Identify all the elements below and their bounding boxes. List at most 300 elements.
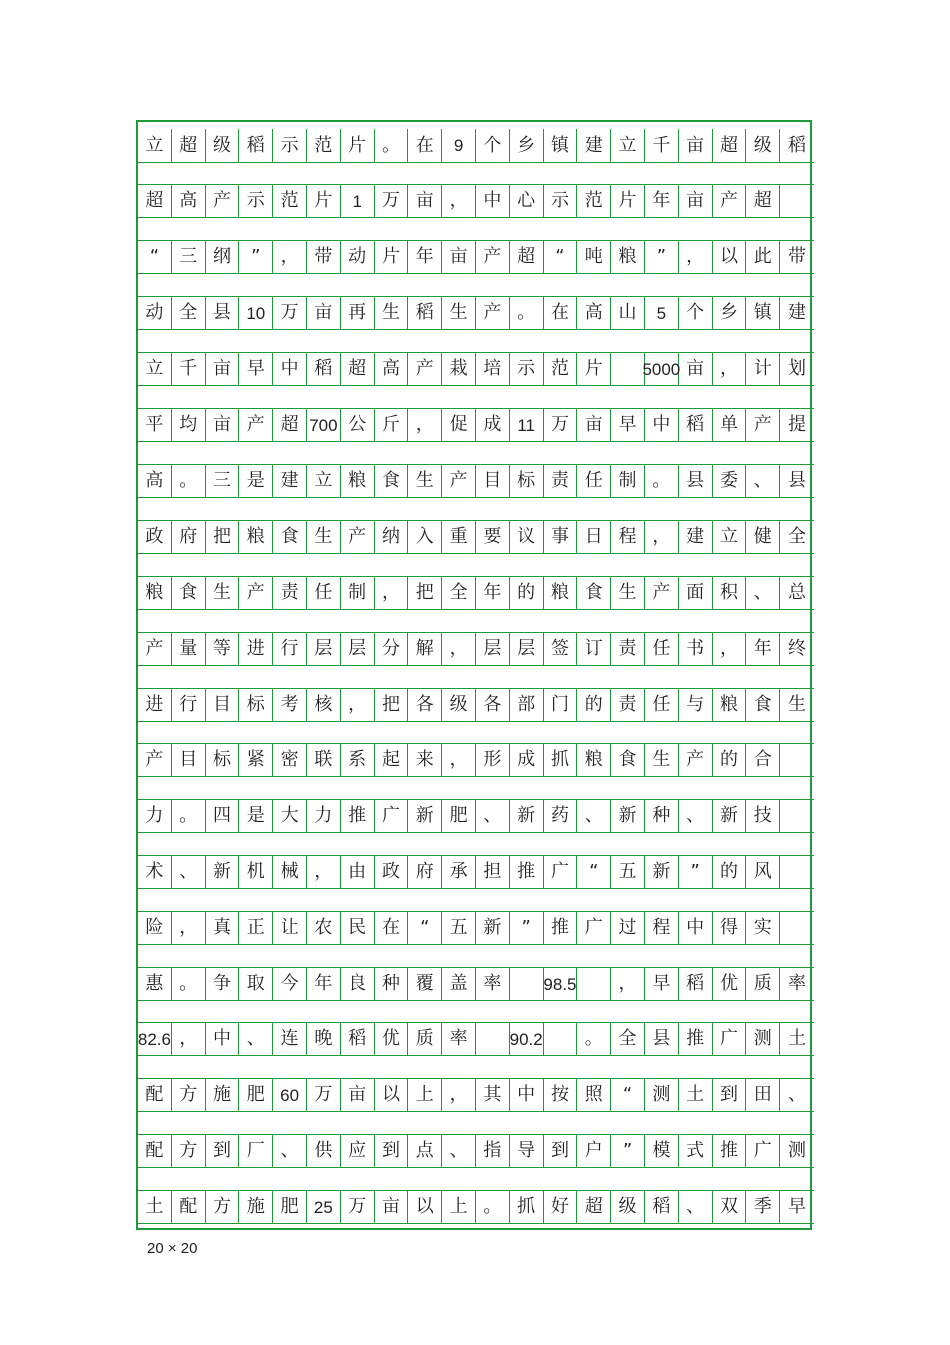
grid-cell: 带 [307, 241, 341, 273]
grid-cell: 土 [138, 1191, 172, 1223]
grid-cell: 生 [611, 577, 645, 609]
grid-cell: 的 [713, 744, 747, 776]
grid-cell: 户 [577, 1135, 611, 1167]
grid-cell: 险 [138, 912, 172, 944]
grid-cell: 责 [273, 577, 307, 609]
grid-cell: ” [611, 1135, 645, 1167]
grid-cell [544, 1023, 578, 1055]
grid-cell: 推 [510, 856, 544, 888]
grid-cell: 推 [341, 800, 375, 832]
grid-cell: 进 [239, 633, 273, 665]
grid-cell [611, 353, 645, 385]
grid-cell: 目 [172, 744, 206, 776]
grid-cell: ， [442, 185, 476, 217]
grid-cell: 争 [206, 968, 240, 1000]
grid-cell: 抓 [510, 1191, 544, 1223]
grid-cell: 、 [273, 1135, 307, 1167]
grid-cell: 优 [375, 1023, 409, 1055]
grid-cell: 程 [611, 521, 645, 553]
grid-cell: 药 [544, 800, 578, 832]
grid-cell: 责 [611, 633, 645, 665]
grid-cell: 合 [746, 744, 780, 776]
grid-cell: 械 [273, 856, 307, 888]
grid-cell: 稻 [679, 968, 713, 1000]
grid-cell: 11 [510, 409, 544, 441]
grid-cell: 计 [746, 353, 780, 385]
grid-cell: 、 [577, 800, 611, 832]
grid-cell: “ [544, 241, 578, 273]
grid-cell: 广 [746, 1135, 780, 1167]
grid-cell: 订 [577, 633, 611, 665]
grid-cell: 早 [611, 409, 645, 441]
grid-cell: 进 [138, 689, 172, 721]
grid-cell: 吨 [577, 241, 611, 273]
grid-cell: 层 [307, 633, 341, 665]
grid-cell: 以 [375, 1079, 409, 1111]
grid-cell: 配 [138, 1135, 172, 1167]
grid-cell: ” [645, 241, 679, 273]
grid-cell: 方 [172, 1135, 206, 1167]
grid-cell: 此 [746, 241, 780, 273]
grid-cell: 终 [788, 638, 807, 659]
grid-cell: 标 [206, 744, 240, 776]
grid-cell: 四 [206, 800, 240, 832]
grid-cell: 产 [746, 409, 780, 441]
grid-cell: 心 [510, 185, 544, 217]
grid-cell: 年 [408, 241, 442, 273]
grid-cell: 土 [788, 1028, 807, 1049]
grid-cell: 斤 [375, 409, 409, 441]
grid-row [138, 520, 814, 554]
grid-cell: ， [713, 353, 747, 385]
grid-cell: 级 [611, 1191, 645, 1223]
grid-cell: 是 [239, 465, 273, 497]
grid-cell: 划 [788, 358, 807, 379]
grid-cell: 片 [611, 185, 645, 217]
grid-cell: 政 [138, 521, 172, 553]
grid-cell: 稻 [341, 1023, 375, 1055]
grid-cell: 新 [206, 856, 240, 888]
grid-cell: 产 [138, 633, 172, 665]
grid-cell: 生 [788, 694, 807, 715]
grid-cell: 粮 [713, 689, 747, 721]
grid-cell [476, 1023, 510, 1055]
grid-cell: 上 [442, 1191, 476, 1223]
grid-cell: 田 [746, 1079, 780, 1111]
grid-cell: 范 [544, 353, 578, 385]
grid-cell: 真 [206, 912, 240, 944]
grid-cell: 委 [713, 465, 747, 497]
grid-cell: 三 [172, 241, 206, 273]
grid-cell: 新 [408, 800, 442, 832]
grid-cell: 栽 [442, 353, 476, 385]
grid-cell: 示 [510, 353, 544, 385]
grid-row [138, 576, 814, 610]
grid-cell: 再 [341, 297, 375, 329]
grid-cell: 新 [645, 856, 679, 888]
grid-cell: ， [408, 409, 442, 441]
grid-row [138, 408, 814, 442]
grid-cell: 力 [307, 800, 341, 832]
grid-cell: 县 [206, 297, 240, 329]
grid-cell: 产 [408, 353, 442, 385]
grid-cell: 目 [476, 465, 510, 497]
grid-cell: 食 [273, 521, 307, 553]
grid-cell: 产 [713, 185, 747, 217]
grid-cell: 种 [645, 800, 679, 832]
grid-cell: 抓 [544, 744, 578, 776]
grid-cell: 紧 [239, 744, 273, 776]
grid-cell: 力 [138, 800, 172, 832]
grid-cell: 粮 [341, 465, 375, 497]
grid-cell: 。 [645, 465, 679, 497]
grid-cell: 广 [713, 1023, 747, 1055]
grid-cell: 取 [239, 968, 273, 1000]
grid-cell: 动 [341, 241, 375, 273]
grid-cell: 稻 [307, 353, 341, 385]
grid-cell: 级 [442, 689, 476, 721]
grid-cell: 食 [746, 689, 780, 721]
manuscript-grid [136, 120, 812, 1230]
grid-cell: 导 [510, 1135, 544, 1167]
grid-cell: 制 [611, 465, 645, 497]
grid-row [138, 184, 814, 218]
grid-cell: 厂 [239, 1135, 273, 1167]
grid-cell: 片 [341, 129, 375, 162]
grid-cell: 高 [138, 465, 172, 497]
grid-cell: 与 [679, 689, 713, 721]
grid-cell: 在 [544, 297, 578, 329]
grid-cell: 万 [273, 297, 307, 329]
grid-cell: 承 [442, 856, 476, 888]
grid-cell: 府 [408, 856, 442, 888]
grid-cell: 全 [172, 297, 206, 329]
grid-cell: 食 [577, 577, 611, 609]
grid-cell: 级 [206, 129, 240, 162]
grid-cell: 。 [172, 465, 206, 497]
grid-cell: 过 [611, 912, 645, 944]
grid-cell: 的 [577, 689, 611, 721]
grid-cell: 个 [679, 297, 713, 329]
grid-cell: 提 [788, 414, 807, 435]
grid-cell: ， [307, 856, 341, 888]
grid-cell: 镇 [746, 297, 780, 329]
grid-cell: 片 [375, 241, 409, 273]
grid-cell: 早 [645, 968, 679, 1000]
grid-cell: 模 [645, 1135, 679, 1167]
grid-cell: 新 [476, 912, 510, 944]
grid-cell: 好 [544, 1191, 578, 1223]
grid-cell: 由 [341, 856, 375, 888]
grid-cell [780, 912, 814, 944]
grid-cell: 优 [713, 968, 747, 1000]
grid-cell: 土 [679, 1079, 713, 1111]
grid-cell: 在 [375, 912, 409, 944]
grid-cell: 山 [611, 297, 645, 329]
grid-cell: ， [172, 912, 206, 944]
grid-cell: 成 [510, 744, 544, 776]
grid-cell: “ [611, 1079, 645, 1111]
grid-cell: 粮 [138, 577, 172, 609]
grid-cell: 中 [206, 1023, 240, 1055]
grid-row [138, 967, 814, 1001]
grid-cell: 以 [408, 1191, 442, 1223]
grid-cell: 担 [476, 856, 510, 888]
grid-cell: 惠 [138, 968, 172, 1000]
grid-cell: 中 [679, 912, 713, 944]
grid-cell: 把 [375, 689, 409, 721]
grid-row [138, 799, 814, 833]
grid-cell: 粮 [544, 577, 578, 609]
grid-cell: ， [442, 633, 476, 665]
grid-cell: 入 [408, 521, 442, 553]
grid-row [138, 688, 814, 722]
grid-row [138, 855, 814, 889]
grid-cell: 建 [577, 129, 611, 162]
grid-cell: 推 [713, 1135, 747, 1167]
grid-cell: 、 [476, 800, 510, 832]
grid-cell: 到 [375, 1135, 409, 1167]
grid-cell: 年 [746, 633, 780, 665]
grid-cell: 新 [611, 800, 645, 832]
grid-cell: 三 [206, 465, 240, 497]
grid-cell: 。 [375, 129, 409, 162]
grid-cell: 中 [273, 353, 307, 385]
grid-cell: 联 [307, 744, 341, 776]
grid-cell: 上 [408, 1079, 442, 1111]
grid-cell: 稻 [408, 297, 442, 329]
grid-cell: 部 [510, 689, 544, 721]
grid-cell: 产 [239, 409, 273, 441]
grid-cell: 的 [713, 856, 747, 888]
grid-cell: 广 [375, 800, 409, 832]
grid-cell: 。 [510, 297, 544, 329]
grid-cell: 亩 [679, 353, 713, 385]
grid-cell: ， [611, 968, 645, 1000]
grid-cell: 、 [679, 1191, 713, 1223]
grid-cell: 粮 [611, 241, 645, 273]
grid-cell: 配 [172, 1191, 206, 1223]
grid-cell: 亩 [375, 1191, 409, 1223]
grid-cell: 连 [273, 1023, 307, 1055]
grid-cell: ， [273, 241, 307, 273]
grid-cell: 今 [273, 968, 307, 1000]
grid-cell: 肥 [442, 800, 476, 832]
grid-cell: 60 [273, 1079, 307, 1111]
grid-cell: 亩 [442, 241, 476, 273]
grid-cell: 乡 [713, 297, 747, 329]
grid-cell: 生 [408, 465, 442, 497]
grid-cell: 推 [544, 912, 578, 944]
grid-cell: 。 [172, 800, 206, 832]
grid-cell: 超 [273, 409, 307, 441]
grid-cell: 县 [679, 465, 713, 497]
grid-cell: 到 [206, 1135, 240, 1167]
grid-row [138, 1022, 814, 1056]
grid-cell: 稻 [788, 134, 807, 156]
grid-cell: 高 [172, 185, 206, 217]
grid-cell: 肥 [273, 1191, 307, 1223]
grid-cell: 25 [307, 1191, 341, 1223]
grid-cell: ， [713, 633, 747, 665]
grid-cell: 1 [341, 185, 375, 217]
grid-cell: 建 [273, 465, 307, 497]
grid-cell [780, 744, 814, 776]
grid-cell: 镇 [544, 129, 578, 162]
grid-cell: 新 [713, 800, 747, 832]
grid-cell: 照 [577, 1079, 611, 1111]
grid-cell: 平 [138, 409, 172, 441]
grid-cell: 是 [239, 800, 273, 832]
grid-cell: 早 [788, 1196, 807, 1217]
grid-cell: 中 [645, 409, 679, 441]
grid-cell: “ [408, 912, 442, 944]
grid-cell: 府 [172, 521, 206, 553]
grid-cell: 产 [476, 297, 510, 329]
grid-cell: 术 [138, 856, 172, 888]
grid-row [138, 911, 814, 945]
grid-row [138, 632, 814, 666]
grid-cell: 把 [206, 521, 240, 553]
grid-cell: 测 [746, 1023, 780, 1055]
grid-cell: 产 [679, 744, 713, 776]
grid-cell: 超 [341, 353, 375, 385]
grid-cell: 千 [645, 129, 679, 162]
grid-cell: 大 [273, 800, 307, 832]
grid-cell: ， [442, 1079, 476, 1111]
grid-cell: 超 [713, 129, 747, 162]
grid-cell: 亩 [577, 409, 611, 441]
grid-cell: 责 [544, 465, 578, 497]
grid-cell: 覆 [408, 968, 442, 1000]
grid-cell: 年 [307, 968, 341, 1000]
grid-cell: 技 [746, 800, 780, 832]
grid-cell: 良 [341, 968, 375, 1000]
grid-cell: 90.2 [510, 1023, 544, 1055]
grid-cell: 万 [544, 409, 578, 441]
grid-cell: 五 [611, 856, 645, 888]
grid-cell: 纳 [375, 521, 409, 553]
grid-cell: 解 [408, 633, 442, 665]
grid-cell: 率 [476, 968, 510, 1000]
grid-cell: 应 [341, 1135, 375, 1167]
grid-cell: 全 [442, 577, 476, 609]
grid-cell: 农 [307, 912, 341, 944]
grid-cell: 万 [307, 1079, 341, 1111]
grid-cell [780, 185, 814, 217]
grid-cell: ” [239, 241, 273, 273]
grid-cell: 起 [375, 744, 409, 776]
grid-cell: 带 [788, 246, 807, 267]
grid-cell: 个 [476, 129, 510, 162]
grid-cell: 按 [544, 1079, 578, 1111]
grid-cell: 稻 [239, 129, 273, 162]
grid-cell: 高 [375, 353, 409, 385]
grid-cell: 亩 [341, 1079, 375, 1111]
grid-cell: 率 [788, 973, 807, 994]
grid-cell: 其 [476, 1079, 510, 1111]
grid-cell: 全 [611, 1023, 645, 1055]
grid-cell: 测 [788, 1140, 807, 1161]
grid-cell: 成 [476, 409, 510, 441]
grid-cell: 行 [273, 633, 307, 665]
grid-cell: 产 [442, 465, 476, 497]
grid-cell: 行 [172, 689, 206, 721]
grid-cell: 目 [206, 689, 240, 721]
grid-cell: 健 [746, 521, 780, 553]
grid-cell: 程 [645, 912, 679, 944]
grid-cell: ” [510, 912, 544, 944]
grid-cell: 推 [679, 1023, 713, 1055]
grid-cell: 立 [138, 353, 172, 385]
grid-cell: 积 [713, 577, 747, 609]
grid-cell [780, 800, 814, 832]
grid-cell: 9 [442, 129, 476, 162]
grid-cell: 政 [375, 856, 409, 888]
grid-cell: 早 [239, 353, 273, 385]
grid-cell: 标 [510, 465, 544, 497]
grid-cell: 超 [510, 241, 544, 273]
grid-cell: 盖 [442, 968, 476, 1000]
grid-cell: 亩 [206, 409, 240, 441]
grid-cell: 均 [172, 409, 206, 441]
grid-cell: 10 [239, 297, 273, 329]
grid-cell: 亩 [307, 297, 341, 329]
grid-cell: 食 [611, 744, 645, 776]
grid-cell: 广 [577, 912, 611, 944]
grid-cell: 面 [679, 577, 713, 609]
grid-cell: 事 [544, 521, 578, 553]
grid-cell: “ [577, 856, 611, 888]
grid-cell: 稻 [679, 409, 713, 441]
grid-cell: 立 [713, 521, 747, 553]
grid-cell: ” [679, 856, 713, 888]
grid-cell: 产 [138, 744, 172, 776]
grid-cell: 超 [746, 185, 780, 217]
grid-cell: 范 [273, 185, 307, 217]
grid-cell: 来 [408, 744, 442, 776]
grid-cell: 促 [442, 409, 476, 441]
grid-cell: 制 [341, 577, 375, 609]
grid-cell: ， [442, 744, 476, 776]
grid-cell: 粮 [577, 744, 611, 776]
grid-cell: 到 [544, 1135, 578, 1167]
grid-cell: 片 [577, 353, 611, 385]
grid-cell: 以 [713, 241, 747, 273]
grid-row [138, 296, 814, 330]
grid-cell: 层 [476, 633, 510, 665]
grid-cell: 单 [713, 409, 747, 441]
grid-cell: 万 [341, 1191, 375, 1223]
grid-cell: 民 [341, 912, 375, 944]
grid-cell: 县 [788, 470, 807, 491]
grid-cell: 任 [307, 577, 341, 609]
grid-cell: 、 [239, 1023, 273, 1055]
grid-cell: 立 [611, 129, 645, 162]
grid-cell: 、 [788, 1084, 807, 1105]
grid-cell: ， [172, 1023, 206, 1055]
grid-cell: 范 [577, 185, 611, 217]
grid-row [138, 1078, 814, 1112]
grid-cell: 98.5 [544, 968, 578, 1000]
grid-cell: 核 [307, 689, 341, 721]
grid-cell: 质 [408, 1023, 442, 1055]
grid-row [138, 1190, 814, 1224]
grid-cell: 粮 [239, 521, 273, 553]
grid-cell: 分 [375, 633, 409, 665]
grid-cell: 亩 [679, 129, 713, 162]
grid-cell: 晚 [307, 1023, 341, 1055]
